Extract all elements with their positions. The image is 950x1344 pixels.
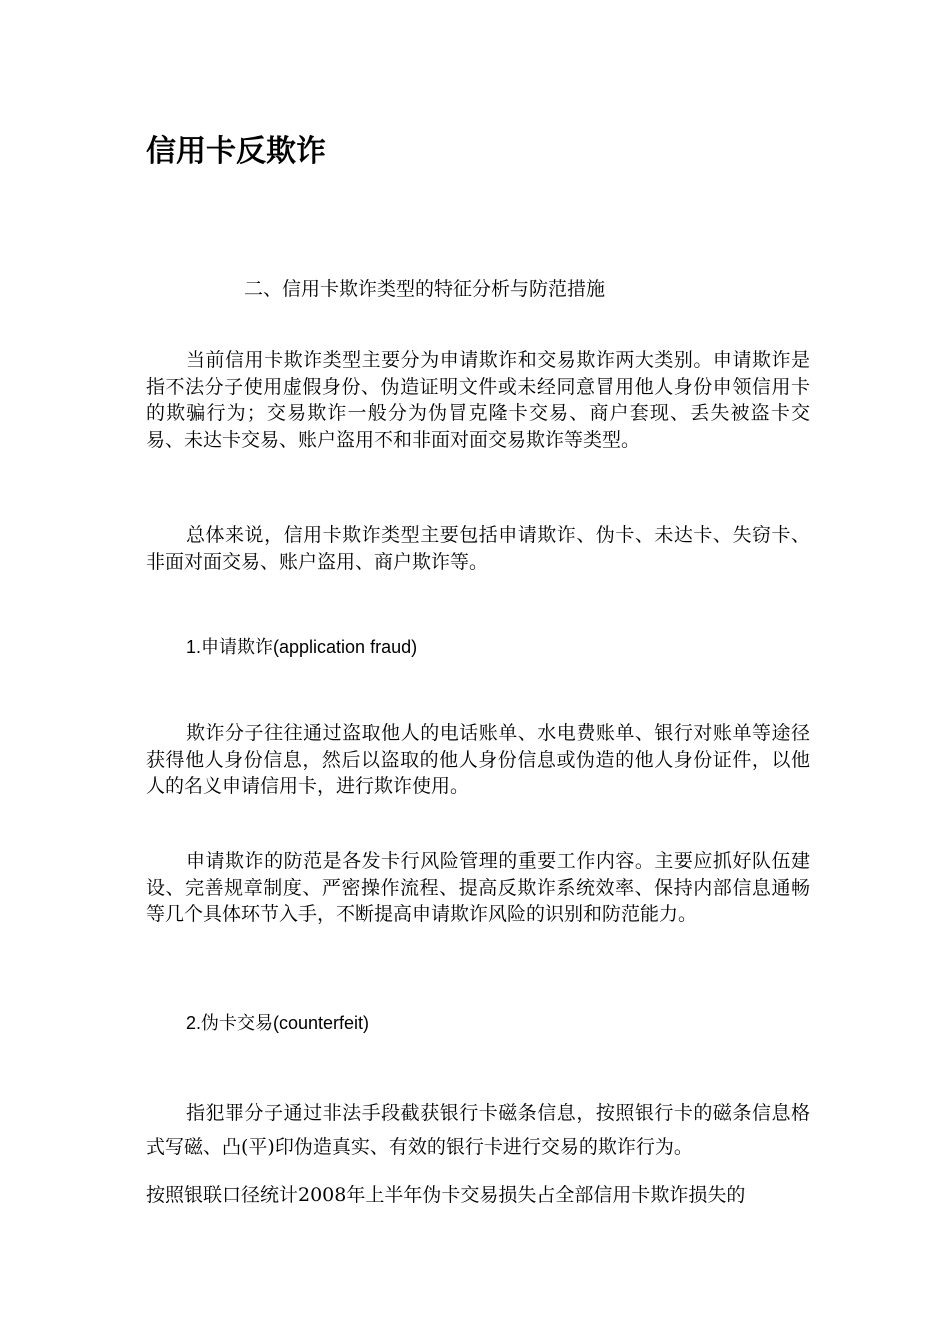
section-subtitle: 二、信用卡欺诈类型的特征分析与防范措施	[244, 278, 606, 300]
document-title: 信用卡反欺诈	[146, 134, 326, 169]
paragraph-counterfeit-statistics: 按照银联口径统计2008年上半年伪卡交易损失占全部信用卡欺诈损失的	[146, 1184, 746, 1206]
paragraph-fraud-summary: 总体来说，信用卡欺诈类型主要包括申请欺诈、伪卡、未达卡、失窃卡、非面对面交易、账户盗用、商户欺诈等。	[146, 524, 810, 573]
heading-counterfeit: 2.伪卡交易(counterfeit)	[186, 1013, 370, 1033]
paragraph-fraud-categories: 当前信用卡欺诈类型主要分为申请欺诈和交易欺诈两大类别。申请欺诈是指不法分子使用虚假身份、伪造证明文件或未经同意冒用他人身份申领信用卡的欺骗行为；交易欺诈一般分为伪冒克隆卡交易、商户套现、丢失被盗卡交易、未达卡交易、账户盗用不和非面对面交易欺诈等类型。	[146, 349, 810, 451]
paragraph-application-fraud-prevention: 申请欺诈的防范是各发卡行风险管理的重要工作内容。主要应抓好队伍建设、完善规章制度、严密操作流程、提高反欺诈系统效率、保持内部信息通畅等几个具体环节入手，不断提高申请欺诈风险的识别和防范能力。	[146, 850, 810, 925]
heading-application-fraud: 1.申请欺诈(application fraud)	[186, 637, 418, 657]
paragraph-application-fraud-method: 欺诈分子往往通过盗取他人的电话账单、水电费账单、银行对账单等途径获得他人身份信息，然后以盗取的他人身份信息或伪造的他人身份证件，以他人的名义申请信用卡，进行欺诈使用。	[146, 722, 810, 797]
paragraph-counterfeit-definition: 指犯罪分子通过非法手段截获银行卡磁条信息，按照银行卡的磁条信息格式写磁、凸(平)印伪造真实、有效的银行卡进行交易的欺诈行为。	[146, 1102, 810, 1158]
